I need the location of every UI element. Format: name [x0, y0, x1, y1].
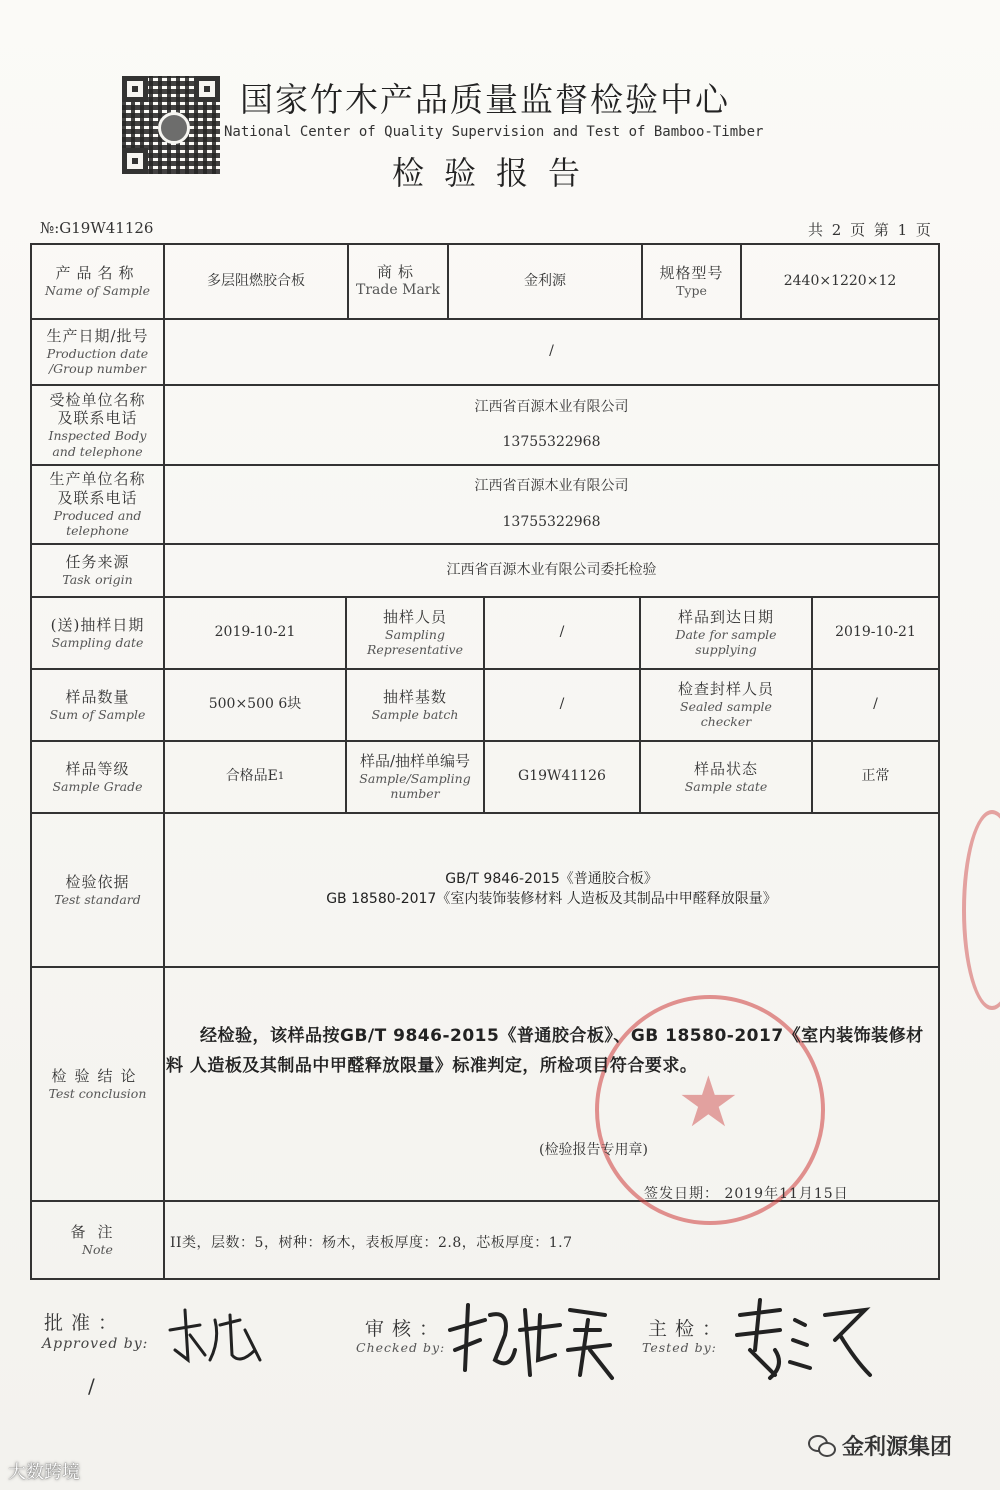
- label-producer: 生产单位名称 及联系电话 Produced and telephone: [49, 470, 146, 539]
- value-sample-grade: 合格品E 1: [225, 768, 285, 785]
- label-sampling-rep: 抽样人员 Sampling Representative: [366, 608, 463, 658]
- label-inspected-body: 受检单位名称 及联系电话 Inspected Body and telephone: [48, 390, 147, 459]
- qr-logo-icon: [158, 112, 190, 144]
- tested-label-en: Tested by:: [642, 1340, 717, 1355]
- inspected-body-name: 江西省百源木业有限公司: [474, 398, 629, 415]
- producer-phone: 13755322968: [502, 513, 601, 530]
- label-type: 规格型号 Type: [659, 264, 724, 299]
- label-note: 备注 Note: [70, 1222, 125, 1257]
- edge-seal: [962, 810, 1000, 1010]
- value-test-standard: [165, 814, 938, 966]
- watermark-right-label: 金利源集团: [842, 1435, 953, 1460]
- label-task-origin: 任务来源 Task origin: [62, 553, 133, 588]
- value-sampling-rep: /: [559, 624, 565, 641]
- checked-label-en: Checked by:: [356, 1340, 446, 1355]
- org-name-cn: 国家竹木产品质量监督检验中心: [240, 80, 730, 119]
- checker-signature: [440, 1290, 620, 1385]
- value-sample-batch: /: [559, 696, 565, 713]
- label-arrival-date: 样品到达日期 Date for sample supplying: [675, 608, 777, 658]
- inspected-body-phone: 13755322968: [502, 434, 601, 450]
- report-number: №:G19W41126: [40, 219, 154, 237]
- label-trade-mark: 商标 Trade Mark: [356, 263, 440, 299]
- value-production-date: /: [549, 343, 554, 360]
- watermark-right: [808, 1430, 952, 1461]
- label-test-standard: 检验依据 Test standard: [54, 872, 141, 907]
- sign-date: 签发日期： 2019年11月15日: [644, 1186, 849, 1202]
- seal-star-icon: ★: [677, 1061, 740, 1143]
- approved-label: 批准：: [44, 1312, 126, 1334]
- label-sample-grade: 样品等级 Sample Grade: [52, 759, 143, 794]
- producer-name: 江西省百源木业有限公司: [474, 478, 629, 494]
- value-sample-sum: 500×500 6块: [208, 696, 302, 713]
- seal-label: (检验报告专用章): [539, 1142, 648, 1158]
- label-sample-sum: 样品数量 Sum of Sample: [49, 687, 146, 722]
- checked-label: 审核：: [365, 1318, 447, 1340]
- label-sample-name: 产品名称 Name of Sample: [44, 264, 150, 299]
- standard-2: GB 18580-2017《室内装饰装修材料 人造板及其制品中甲醛释放限量》: [326, 891, 777, 907]
- approved-slash: /: [88, 1374, 95, 1398]
- page-count: 共 2 页 第 1 页: [808, 221, 933, 239]
- label-test-conclusion: 检验结论 Test conclusion: [48, 1066, 147, 1101]
- watermark-left: 大数跨境: [8, 1462, 80, 1483]
- value-arrival-date: 2019-10-21: [835, 624, 916, 641]
- conclusion-text: 经检验，该样品按GB/T 9846-2015《普通胶合板》、GB 18580-2017《室内装饰装修材料 人造板及其制品中甲醛释放限量》标准判定，所检项目符合要求。: [166, 1026, 924, 1076]
- label-sampling-date: (送)抽样日期 Sampling date: [50, 615, 145, 650]
- qr-code: [122, 76, 220, 174]
- tester-signature: [725, 1290, 875, 1385]
- value-type: 2440×1220×12: [783, 272, 897, 289]
- label-production-date: 生产日期/批号 Production date /Group number: [46, 327, 149, 377]
- label-seal-checker: 检查封样人员 Sealed sample checker: [677, 680, 774, 730]
- label-sample-number: 样品/抽样单编号 Sample/Sampling number: [359, 752, 471, 802]
- value-task-origin: 江西省百源木业有限公司委托检验: [446, 561, 657, 578]
- note-text: II类，层数：5，树种：杨木，表板厚度：2.8，芯板厚度：1.7: [170, 1235, 573, 1251]
- tested-label: 主检：: [648, 1318, 730, 1340]
- standard-1: GB/T 9846-2015《普通胶合板》: [445, 871, 658, 888]
- value-sampling-date: 2019-10-21: [214, 624, 296, 641]
- value-sample-state: 正常: [861, 768, 890, 785]
- value-seal-checker: /: [873, 696, 878, 713]
- value-sample-number: G19W41126: [518, 768, 606, 785]
- value-sample-name: 多层阻燃胶合板: [207, 272, 305, 289]
- value-inspected-body: [165, 386, 938, 464]
- value-trade-mark: 金利源: [524, 272, 566, 289]
- approved-label-en: Approved by:: [42, 1336, 149, 1352]
- value-producer: [165, 466, 938, 543]
- label-sample-batch: 抽样基数 Sample batch: [371, 687, 459, 722]
- label-sample-state: 样品状态 Sample state: [684, 759, 768, 794]
- org-name-en: National Center of Quality Supervision and Test of Bamboo-Timber: [224, 124, 764, 140]
- wechat-icon: [808, 1435, 836, 1457]
- approver-signature: [160, 1300, 270, 1375]
- doc-title: 检验报告: [392, 154, 601, 192]
